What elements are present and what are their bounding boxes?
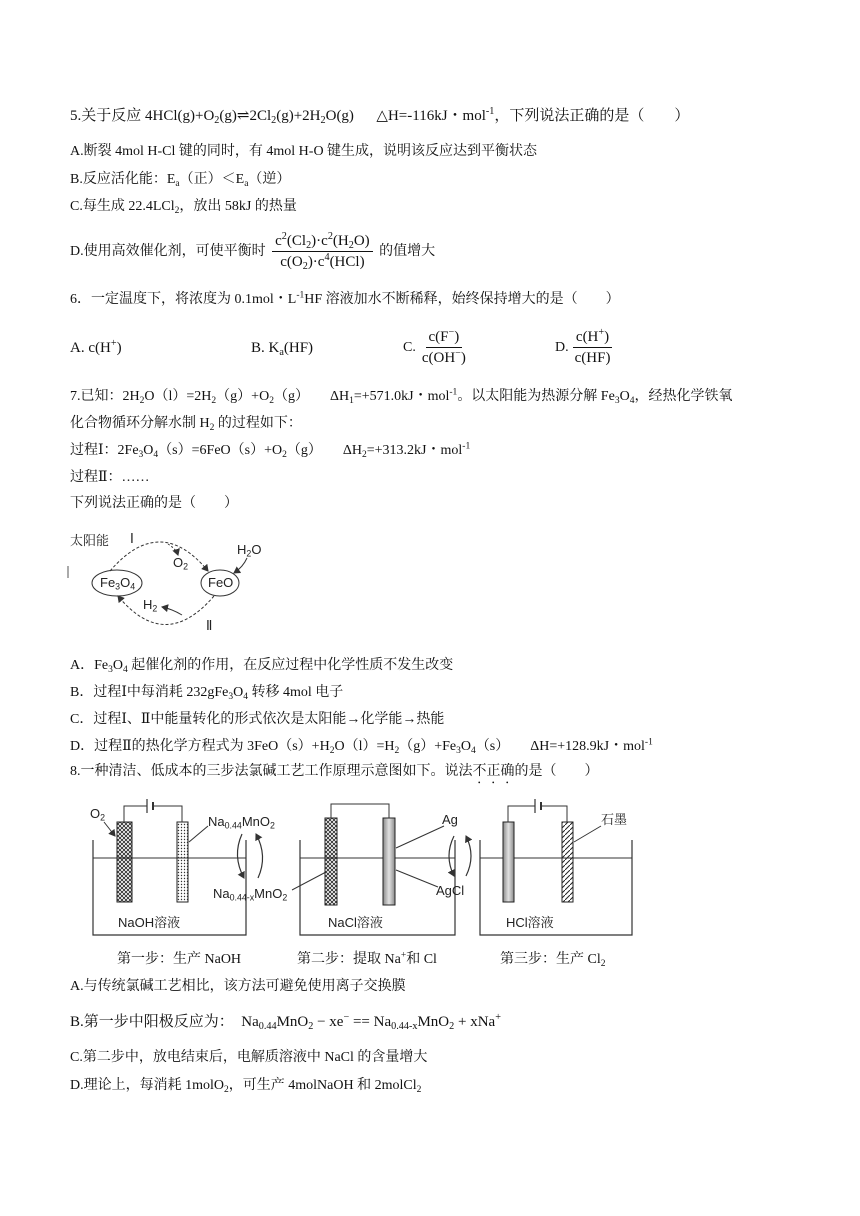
h2o-label <box>237 542 261 558</box>
text-run: FeO <box>208 575 234 590</box>
text-run: 第一步：生产 NaOH <box>117 952 242 967</box>
q6-option-d <box>555 325 616 371</box>
text-run: （s）=6FeO（s）+O <box>158 443 283 458</box>
q8-caption-step-3 <box>500 950 606 970</box>
fraction <box>419 327 469 368</box>
subscript: 2 <box>183 561 189 572</box>
superscript: 4 <box>324 252 330 264</box>
subscript: 4 <box>153 449 159 460</box>
q5-stem <box>70 106 689 126</box>
text-run: O <box>619 389 630 404</box>
h2-release-arrow <box>162 607 182 615</box>
text-run: （g）+O <box>216 389 270 404</box>
text-run: A．Fe <box>70 658 109 673</box>
q8-caption-step-1 <box>117 950 241 970</box>
text-run: O <box>143 443 154 458</box>
subscript: 2 <box>246 548 252 559</box>
text-run: ) <box>604 329 610 346</box>
q6-option-b <box>251 325 313 371</box>
text-run: (g)⇌2Cl <box>219 108 272 124</box>
agcl-leader <box>396 870 438 887</box>
text-run: == Na <box>349 1014 392 1030</box>
text-run: =+313.2kJ・mol <box>366 443 463 458</box>
subscript: 2 <box>348 240 354 252</box>
text-run: ) <box>454 329 460 346</box>
process-2-arrow <box>118 596 214 625</box>
text-run: O（l）=2H <box>144 389 212 404</box>
text-run: B. K <box>251 340 280 356</box>
subscript: 2 <box>139 395 145 406</box>
q8-option-c <box>70 1048 427 1068</box>
o2-arrow <box>104 822 115 836</box>
text-run: c(H <box>575 329 599 346</box>
subscript: 2 <box>362 449 367 460</box>
text-run: C. <box>403 340 416 355</box>
text-run: c <box>275 233 282 250</box>
text-run: O <box>112 658 124 673</box>
text-run: Fe <box>100 575 116 590</box>
q5-option-b <box>70 170 290 190</box>
subscript: 2 <box>269 820 275 831</box>
text-run: )·c <box>311 233 328 250</box>
text-run: 太阳能 <box>70 533 110 548</box>
process-1-label <box>130 531 134 547</box>
superscript: -1 <box>644 737 653 748</box>
text-run: (HCl) <box>329 254 365 271</box>
text-run: （逆） <box>248 172 291 187</box>
subscript: 2 <box>269 395 274 406</box>
cycle-arrow-down-2 <box>449 836 454 876</box>
text-run: （g）+Fe <box>399 739 457 754</box>
text-run: 下列说法正确的是（ ） <box>70 496 238 511</box>
text-run: 7.已知：2H <box>70 389 140 404</box>
text-run: B.反应活化能：E <box>70 172 176 187</box>
graphite-leader <box>574 826 601 842</box>
text-run: A.与传统氯碱工艺相比，该方法可避免使用离子交换膜 <box>70 979 406 994</box>
fraction-denominator <box>572 348 614 368</box>
superscript: + <box>400 950 407 961</box>
ag-label <box>442 812 458 828</box>
text-run: Ag <box>442 812 458 827</box>
superscript: − <box>455 348 461 360</box>
subscript: 3 <box>614 395 620 406</box>
superscript: -1 <box>296 290 305 301</box>
subscript: 2 <box>282 892 288 903</box>
subscript: 3 <box>115 581 121 592</box>
subscript: 2 <box>174 205 180 216</box>
subscript: 2 <box>224 1084 229 1095</box>
superscript: -1 <box>449 387 458 398</box>
text-run: ，下列说法正确的是（ ） <box>494 108 690 124</box>
text-run: 石墨 <box>601 812 628 827</box>
text-run: c(OH <box>421 350 456 367</box>
q8-option-d <box>70 1076 421 1096</box>
subscript: 4 <box>123 664 128 675</box>
text-run: D.理论上，每消耗 1molO <box>70 1078 224 1093</box>
superscript: 2 <box>327 231 333 243</box>
graphite-label <box>601 812 627 828</box>
o2-label <box>173 555 188 571</box>
text-run: H <box>237 542 247 557</box>
ag-leader <box>396 826 444 848</box>
q5-option-a <box>70 142 537 162</box>
fraction-denominator <box>419 348 469 368</box>
q5-option-c <box>70 197 297 217</box>
text-run: − xe <box>313 1014 344 1030</box>
q8-option-b <box>70 1012 501 1032</box>
subscript: 3 <box>228 691 234 702</box>
text-run: HCl溶液 <box>506 915 554 930</box>
superscript: + <box>598 327 605 339</box>
text-run: O <box>460 739 472 754</box>
text-run: ，放出 58kJ 的热量 <box>179 199 297 214</box>
subscript: 0.44-x <box>229 892 255 903</box>
q7-given <box>70 387 732 407</box>
text-run: （正）＜E <box>179 172 245 187</box>
text-run: 的是（ ） <box>514 764 599 779</box>
text-run: 转移 4mol 电子 <box>248 685 344 700</box>
text-run: c(O <box>280 254 303 271</box>
subscript: 4 <box>243 691 249 702</box>
superscript: -1 <box>462 441 471 452</box>
text-run: D．过程Ⅱ的热化学方程式为 3FeO（s）+H <box>70 739 330 754</box>
text-run: A.断裂 4mol H-Cl 键的同时，有 4mol H-O 键生成，说明该反应达到平衡状态 <box>70 144 538 159</box>
agcl-electrode <box>503 822 514 902</box>
wire-2 <box>331 804 389 818</box>
superscript: + <box>110 337 117 349</box>
text-run: 和 Cl <box>406 952 437 967</box>
q7-option-d <box>70 737 653 757</box>
subscript: 4 <box>471 745 476 756</box>
subscript: 2 <box>320 115 326 127</box>
na044xmno2-label <box>213 886 287 902</box>
fraction-numerator <box>573 327 612 348</box>
text-run: C．过程Ⅰ、Ⅱ中能量转化的形式依次是太阳能→化学能→热能 <box>70 712 445 727</box>
text-run: )·c <box>307 254 325 271</box>
text-run: ) <box>116 340 122 356</box>
h2o-input-arrow <box>234 558 247 573</box>
subscript: 2 <box>329 745 335 756</box>
o2-electrode <box>117 822 132 902</box>
na044mno2-label <box>208 814 275 830</box>
q6-option-c <box>403 325 472 371</box>
subscript: 2 <box>306 240 312 252</box>
subscript: 4 <box>130 581 136 592</box>
fe3o4-label <box>100 575 135 591</box>
subscript: 3 <box>138 449 144 460</box>
subscript: 2 <box>209 422 215 433</box>
text-run: MnO <box>276 1014 309 1030</box>
q7-option-c <box>70 710 444 730</box>
text-run: A. c(H <box>70 340 111 356</box>
text-run: 的过程如下： <box>214 416 302 431</box>
subscript: a <box>244 178 249 189</box>
fraction <box>572 327 614 368</box>
q7-prompt <box>70 494 238 514</box>
text-run: O <box>120 575 131 590</box>
text-run: 过程Ⅰ：2Fe <box>70 443 139 458</box>
text-run: + xNa <box>454 1014 496 1030</box>
q8-stem <box>70 762 599 787</box>
text-run: ) <box>460 350 466 367</box>
text-run: 5.关于反应 4HCl(g)+O <box>70 108 215 124</box>
q7-option-a <box>70 656 453 676</box>
na044-leader <box>189 826 208 842</box>
text-run: c(F <box>428 329 449 346</box>
cycle-arrow-up-2 <box>466 836 471 876</box>
sun-label <box>70 533 109 549</box>
subscript: 2 <box>394 745 400 756</box>
text-run: 起催化剂的作用，在反应过程中化学性质不发生改变 <box>127 658 454 673</box>
text-run: (HF) <box>283 340 314 356</box>
text-run: 第三步：生产 Cl <box>500 952 601 967</box>
q8-caption-step-2 <box>297 950 437 970</box>
text-run: D. <box>555 340 569 355</box>
text-run: ，可生产 4molNaOH 和 2molCl <box>228 1078 417 1093</box>
fraction <box>272 231 373 272</box>
text-run: O(g) △H=-116kJ・mol <box>325 108 486 124</box>
text-run: C.每生成 22.4LCl <box>70 199 175 214</box>
text-run: Ⅱ <box>206 618 213 633</box>
q8-option-a <box>70 977 406 997</box>
text-run: 。以太阳能为热源分解 Fe <box>457 389 615 404</box>
subscript: 2 <box>600 958 606 969</box>
text-run: 8.一种清洁、低成本的三步法氯碱工艺工作原理示意图如下。说法 <box>70 764 473 779</box>
subscript: 1 <box>349 395 354 406</box>
na044mno2-electrode <box>177 822 188 902</box>
text-run: Ⅰ <box>130 531 134 546</box>
text-run: （g） ΔH <box>286 443 362 458</box>
q7-option-b <box>70 683 343 703</box>
subscript: 2 <box>100 812 106 823</box>
cycle-arrow-up-1 <box>256 834 263 878</box>
text-run: Na <box>213 886 230 901</box>
superscript: 2 <box>281 231 287 243</box>
process-1-arrow <box>110 542 208 571</box>
text-run: 过程Ⅱ：…… <box>70 470 150 485</box>
text-run: H <box>143 597 153 612</box>
naoh-solution-label <box>118 915 180 931</box>
subscript: 2 <box>214 115 220 127</box>
q7-given-continued <box>70 414 302 434</box>
subscript: 0.44 <box>224 820 242 831</box>
text-run: C.第二步中，放电结束后，电解质溶液中 NaCl 的含量增大 <box>70 1050 428 1065</box>
o2-label <box>90 806 105 822</box>
text-run: B.第一步中阳极反应为： Na <box>70 1014 259 1030</box>
subscript: a <box>279 347 284 359</box>
text-run: HF 溶液加水不断稀释，始终保持增大的是（ ） <box>304 292 620 307</box>
subscript: 4 <box>629 395 635 406</box>
ag-electrode <box>383 818 395 905</box>
text-run: （g） ΔH <box>273 389 350 404</box>
text-run: 第二步：提取 Na <box>297 952 401 967</box>
subscript: a <box>175 178 180 189</box>
text-run: AgCl <box>436 883 465 898</box>
q6-option-a <box>70 325 122 371</box>
fraction-denominator <box>277 252 367 272</box>
emphasized-text: 不正确 <box>472 764 515 779</box>
subscript: 3 <box>456 745 461 756</box>
text-run: (Cl <box>286 233 307 250</box>
subscript: 2 <box>282 449 287 460</box>
q6-stem <box>70 290 620 310</box>
text-run: 6．一定温度下，将浓度为 0.1mol・L <box>70 292 297 307</box>
text-run: ，经热化学铁氧 <box>634 389 733 404</box>
subscript: 2 <box>211 395 217 406</box>
hcl-solution-label <box>506 915 554 931</box>
cycle-arrow-down-1 <box>237 834 244 878</box>
process-2-label <box>206 618 212 634</box>
text-run: MnO <box>417 1014 450 1030</box>
subscript: 2 <box>416 1084 422 1095</box>
text-run: O <box>233 685 244 700</box>
text-run: O <box>90 806 101 821</box>
subscript: 0.44-x <box>391 1021 418 1033</box>
text-run: O) <box>353 233 370 250</box>
nacl-solution-label <box>328 915 383 931</box>
text-run: O <box>173 555 184 570</box>
subscript: 2 <box>271 115 277 127</box>
subscript: 2 <box>302 261 308 273</box>
subscript: 3 <box>108 664 113 675</box>
text-run: (g)+2H <box>276 108 321 124</box>
q5-option-d <box>70 229 435 275</box>
superscript: -1 <box>485 105 495 117</box>
wire-3 <box>508 806 567 822</box>
q7-process-2 <box>70 468 150 488</box>
text-run: MnO <box>254 886 283 901</box>
feo-label <box>208 575 233 591</box>
graphite-electrode <box>562 822 573 902</box>
text-run: 的值增大 <box>375 244 436 259</box>
text-run: (H <box>332 233 349 250</box>
subscript: 2 <box>308 1021 314 1033</box>
q7-process-1 <box>70 441 470 461</box>
text-run: O <box>251 542 262 557</box>
superscript: + <box>495 1011 501 1023</box>
agcl-label <box>436 883 464 899</box>
subscript: 2 <box>449 1021 455 1033</box>
fraction-numerator <box>426 327 463 348</box>
text-run: =+571.0kJ・mol <box>353 389 450 404</box>
na044xmno2-electrode <box>325 818 337 905</box>
text-run: O（l）=H <box>334 739 395 754</box>
text-run: NaOH溶液 <box>118 915 181 930</box>
text-run: D.使用高效催化剂，可使平衡时 <box>70 244 270 259</box>
na044x-leader <box>292 872 326 890</box>
text-run: MnO <box>241 814 270 829</box>
text-run: 化合物循环分解水制 H <box>70 416 210 431</box>
superscript: − <box>448 327 455 339</box>
text-run: Na <box>208 814 225 829</box>
h2-label <box>143 597 157 613</box>
text-run: NaCl溶液 <box>328 915 383 930</box>
subscript: 0.44 <box>258 1021 277 1033</box>
fraction-numerator <box>272 231 373 252</box>
text-run: B．过程Ⅰ中每消耗 232gFe <box>70 685 229 700</box>
text-run: c(HF) <box>574 350 611 367</box>
superscript: − <box>343 1011 350 1023</box>
subscript: 2 <box>152 603 158 614</box>
text-run: （s） ΔH=+128.9kJ・mol <box>475 739 645 754</box>
